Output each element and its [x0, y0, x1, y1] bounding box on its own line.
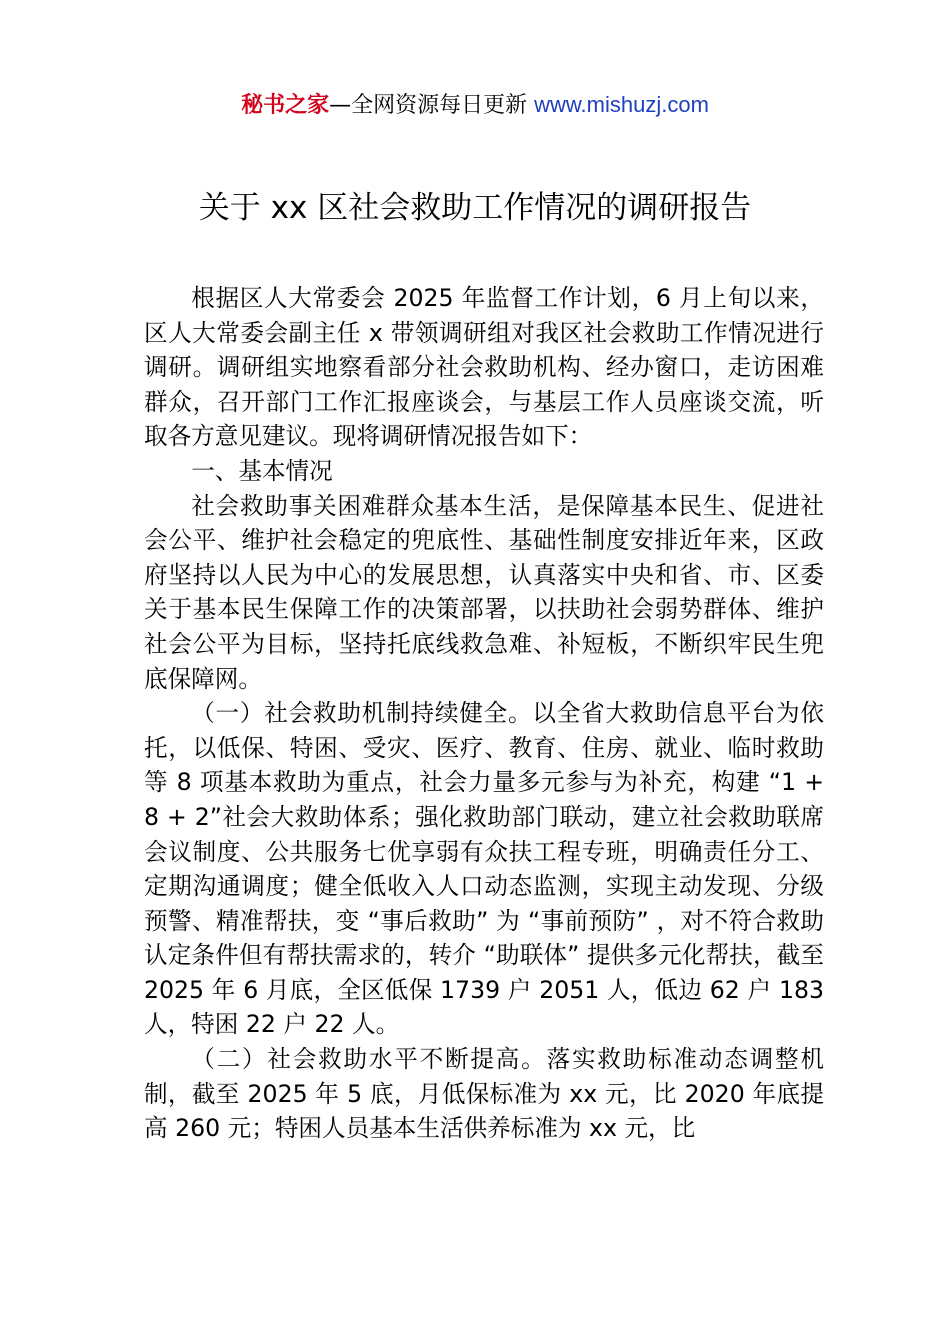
site-url-link[interactable]: www.mishuzj.com — [534, 92, 709, 117]
site-header — [0, 90, 950, 121]
document-title: 关于 xx 区社会救助工作情况的调研报告 — [198, 190, 752, 226]
section-heading-basic: 一、基本情况 — [191, 456, 333, 485]
subsection-paragraph-2: （二）社会救助水平不断提高。落实救助标准动态调整机制，截至 2025 年 5 底，月低保标准为 xx 元，比 2020 年底提高 260 元；特困人员基本生活供养标准为 xx 元，比 — [144, 1045, 824, 1143]
header-slogan: —全网资源每日更新 — [329, 93, 535, 118]
brand-name: 秘书之家 — [241, 93, 330, 118]
document-body — [144, 281, 824, 1146]
body-paragraph: 社会救助事关困难群众基本生活，是保障基本民生、促进社会公平、维护社会稳定的兜底性、基础性制度安排近年来，区政府坚持以人民为中心的发展思想，认真落实中央和省、市、区委关于基本民生保障工作的决策部署，以扶助社会弱势群体、维护社会公平为目标，坚持托底线救急难、补短板，不断织牢民生兜底保障网。 — [144, 491, 824, 693]
subsection-paragraph-1: （一）社会救助机制持续健全。以全省大救助信息平台为依托，以低保、特困、受灾、医疗、教育、住房、就业、临时救助等 8 项基本救助为重点，社会力量多元参与为补充，构建 “1 + 8 + 2”社会大救助体系；强化救助部门联动，建立社会救助联席会议制度、公共服务七优享弱有众扶工程专班，明确责任分工、定期沟通调度；健全低收入人口动态监测，实现主动发现、分级预警、精准帮扶，变 “事后救助” 为 “事前预防” ，对不符合救助认定条件但有帮扶需求的，转介 “助联体” 提供多元化帮扶，截至 2025 年 6 月底，全区低保 1739 户 2051 人，低边 62 户 183 人，特困 22 户 22 人。 — [144, 699, 824, 1039]
intro-paragraph: 根据区人大常委会 2025 年监督工作计划，6 月上旬以来，区人大常委会副主任 x 带领调研组对我区社会救助工作情况进行调研。调研组实地察看部分社会救助机构、经办窗口，走访困难群众，召开部门工作汇报座谈会，与基层工作人员座谈交流，听取各方意见建议。现将调研情况报告如下： — [144, 284, 824, 451]
